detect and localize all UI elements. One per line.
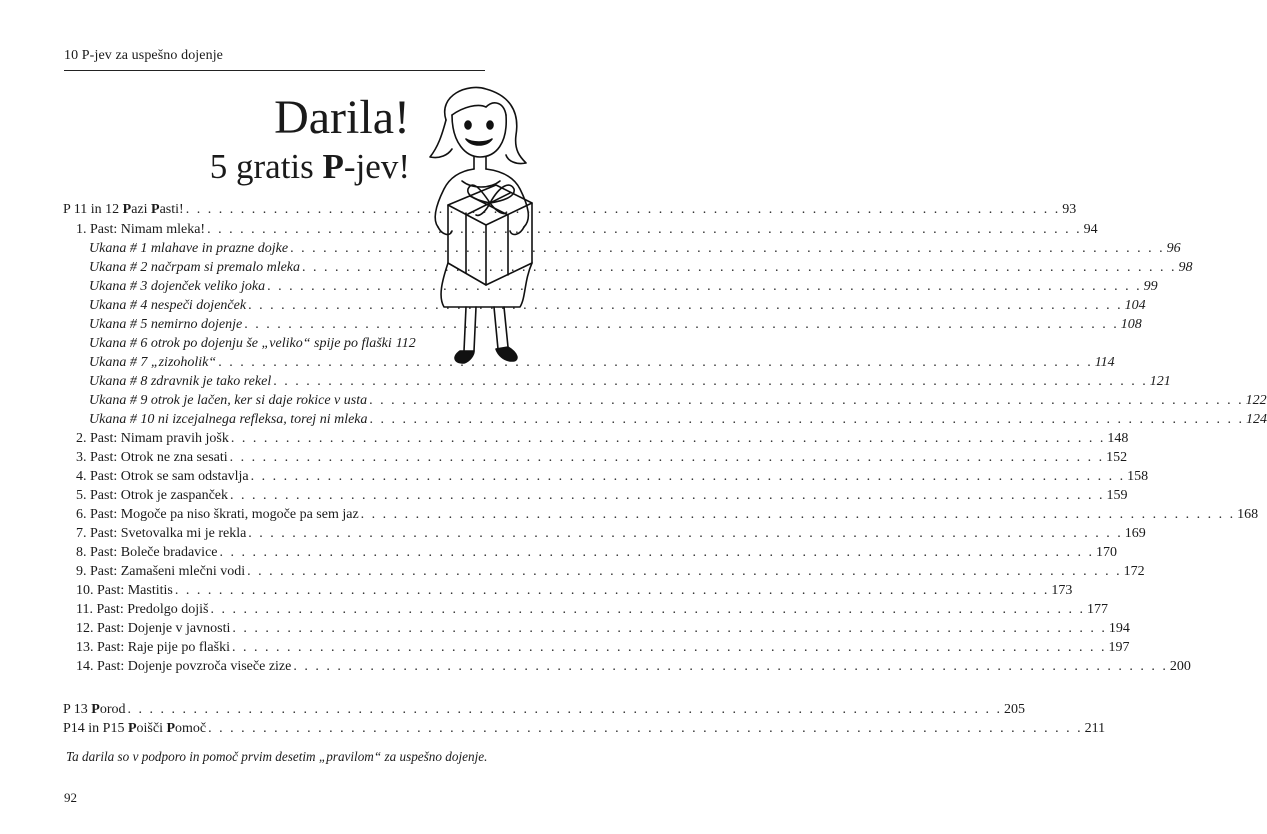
toc-row-ukana <box>89 334 416 353</box>
toc-label: Ukana # 7 „zizoholik“ <box>89 355 217 370</box>
toc-row-past-1 <box>76 220 1098 239</box>
toc-row-past <box>76 619 1130 638</box>
toc-page-number: 98 <box>1178 260 1193 275</box>
toc-row-past <box>76 429 1129 448</box>
toc-row-past <box>76 638 1130 657</box>
toc-label: Ukana # 5 nemirno dojenje <box>89 317 243 332</box>
dot-leader: . . . . . . . . . . . . . . . . . . . . . . . . . . . . . . . . . . . . . . . . . . . . . . . . . . . . . . . . . . . . . . . . . . . . . . . . . . . . . . . . <box>210 602 1085 617</box>
toc-row-past <box>76 505 1259 524</box>
toc-label: 9. Past: Zamašeni mlečni vodi <box>76 564 246 579</box>
toc-row-section-p11-12 <box>63 200 1077 219</box>
footnote: Ta darila so v podporo in pomoč prvim desetim „pravilom“ za uspešno dojenje. <box>66 749 488 764</box>
dot-leader: . . . . . . . . . . . . . . . . . . . . . . . . . . . . . . . . . . . . . . . . . . . . . . . . . . . . . . . . . . . . . . . . . . . . . . . . . . . . . . . . <box>174 583 1050 598</box>
toc-label: P14 in P15 Poišči Pomoč <box>63 721 207 736</box>
page-number: 92 <box>64 790 77 805</box>
toc-label: 10. Past: Mastitis <box>76 583 173 598</box>
dot-leader: . . . . . . . . . . . . . . . . . . . . . . . . . . . . . . . . . . . . . . . . . . . . . . . . . . . . . . . . . . . . . . . . . . . . . . . . . . . . . . . . <box>248 526 1123 541</box>
toc-page-number: 124 <box>1246 412 1267 427</box>
dot-leader: . . . . . . . . . . . . . . . . . . . . . . . . . . . . . . . . . . . . . . . . . . . . . . . . . . . . . . . . . . . . . . . . . . . . . . . . . . . . . . . . <box>247 564 1122 579</box>
toc-page-number: 122 <box>1245 393 1267 408</box>
dot-leader: . . . . . . . . . . . . . . . . . . . . . . . . . . . . . . . . . . . . . . . . . . . . . . . . . . . . . . . . . . . . . . . . . . . . . . . . . . . . . . . . <box>230 488 1105 503</box>
toc-row-ukana <box>89 410 1267 429</box>
subtitle-prefix: 5 gratis <box>209 147 323 186</box>
toc-label: 3. Past: Otrok ne zna sesati <box>76 450 228 465</box>
toc-row-past <box>76 657 1191 676</box>
toc-page-number: 148 <box>1107 431 1129 446</box>
toc-label: 13. Past: Raje pije po flaški <box>76 640 230 655</box>
toc-label: Ukana # 10 ni izcejalnega refleksa, torej ni mleka <box>89 412 368 427</box>
toc-label: 14. Past: Dojenje povzroča viseče zize <box>76 659 292 674</box>
toc-label: Ukana # 4 nespeči dojenček <box>89 298 247 313</box>
toc-row-ukana <box>89 277 1158 296</box>
dot-leader: . . . . . . . . . . . . . . . . . . . . . . . . . . . . . . . . . . . . . . . . . . . . . . . . . . . . . . . . . . . . . . . . . . . . . . . . . . . . . . . . <box>218 355 1093 370</box>
toc-page-number: 211 <box>1084 721 1106 736</box>
toc-label: 12. Past: Dojenje v javnosti <box>76 621 231 636</box>
toc-row-ukana <box>89 315 1142 334</box>
dot-leader: . . . . . . . . . . . . . . . . . . . . . . . . . . . . . . . . . . . . . . . . . . . . . . . . . . . . . . . . . . . . . . . . . . . . . . . . . . . . . . . . <box>219 545 1095 560</box>
toc-row-ukana <box>89 239 1181 258</box>
toc-page-number: 197 <box>1108 640 1130 655</box>
dot-leader: . . . . . . . . . . . . . . . . . . . . . . . . . . . . . . . . . . . . . . . . . . . . . . . . . . . . . . . . . . . . . . . . . . . . . . . . . . . . . . . . <box>369 412 1245 427</box>
toc-label: Ukana # 1 mlahave in prazne dojke <box>89 241 289 256</box>
dot-leader: . . . . . . . . . . . . . . . . . . . . . . . . . . . . . . . . . . . . . . . . . . . . . . . . . . . . . . . . . . . . . . . . . . . . . . . . . . . . . . . . <box>273 374 1148 389</box>
toc-page-number: 94 <box>1083 222 1098 237</box>
toc-page-number: 172 <box>1123 564 1145 579</box>
toc-row-past <box>76 467 1149 486</box>
toc-row-ukana <box>89 391 1267 410</box>
subtitle-suffix: -jev! <box>343 147 410 186</box>
toc-row-ukana <box>89 258 1193 277</box>
dot-leader: . . . . . . . . . . . . . . . . . . . . . . . . . . . . . . . . . . . . . . . . . . . . . . . . . . . . . . . . . . . . . . . . . . . . . . . . . . . . . . . . <box>302 260 1177 275</box>
toc-row-past <box>76 524 1146 543</box>
dot-leader: . . . . . . . . . . . . . . . . . . . . . . . . . . . . . . . . . . . . . . . . . . . . . . . . . . . . . . . . . . . . . . . . . . . . . . . . . . . . . . . . <box>232 621 1107 636</box>
dot-leader: . . . . . . . . . . . . . . . . . . . . . . . . . . . . . . . . . . . . . . . . . . . . . . . . . . . . . . . . . . . . . . . . . . . . . . . . . . . . . . . . <box>185 202 1061 217</box>
toc-page-number: 114 <box>1094 355 1115 370</box>
dot-leader: . . . . . . . . . . . . . . . . . . . . . . . . . . . . . . . . . . . . . . . . . . . . . . . . . . . . . . . . . . . . . . . . . . . . . . . . . . . . . . . . <box>250 469 1126 484</box>
dot-leader: . . . . . . . . . . . . . . . . . . . . . . . . . . . . . . . . . . . . . . . . . . . . . . . . . . . . . . . . . . . . . . . . . . . . . . . . . . . . . . . . <box>360 507 1236 522</box>
toc-label: 4. Past: Otrok se sam odstavlja <box>76 469 249 484</box>
toc-row-past <box>76 486 1128 505</box>
toc-page-number: 158 <box>1127 469 1149 484</box>
dot-leader: . . . . . . . . . . . . . . . . . . . . . . . . . . . . . . . . . . . . . . . . . . . . . . . . . . . . . . . . . . . . . . . . . . . . . . . . . . . . . . . . <box>207 222 1082 237</box>
toc-label: Ukana # 9 otrok je lačen, ker si daje rokice v usta <box>89 393 368 408</box>
toc-label: 6. Past: Mogoče pa niso škrati, mogoče pa sem jaz <box>76 507 359 522</box>
toc-page-number: 170 <box>1096 545 1118 560</box>
toc-page-number: 169 <box>1124 526 1146 541</box>
toc-page-number: 194 <box>1108 621 1130 636</box>
subtitle-bold-p: P <box>322 147 344 186</box>
dot-leader: . . . . . . . . . . . . . . . . . . . . . . . . . . . . . . . . . . . . . . . . . . . . . . . . . . . . . . . . . . . . . . . . . . . . . . . . . . . . . . . . <box>229 450 1105 465</box>
toc-page-number: 177 <box>1087 602 1108 617</box>
toc-row-ukana <box>89 296 1146 315</box>
header-rule <box>64 70 485 71</box>
toc-label: Ukana # 8 zdravnik je tako rekel <box>89 374 272 389</box>
toc-row-past <box>76 600 1108 619</box>
toc-label: P 13 Porod <box>63 702 126 717</box>
toc-page-number: 93 <box>1062 202 1077 217</box>
toc-page-number: 168 <box>1237 507 1259 522</box>
toc-row-past <box>76 448 1128 467</box>
dot-leader: . . . . . . . . . . . . . . . . . . . . . . . . . . . . . . . . . . . . . . . . . . . . . . . . . . . . . . . . . . . . . . . . . . . . . . . . . . . . . . . . <box>231 640 1107 655</box>
dot-leader: . . . . . . . . . . . . . . . . . . . . . . . . . . . . . . . . . . . . . . . . . . . . . . . . . . . . . . . . . . . . . . . . . . . . . . . . . . . . . . . . <box>293 659 1168 674</box>
toc-page-number: 104 <box>1124 298 1146 313</box>
toc-label: 7. Past: Svetovalka mi je rekla <box>76 526 247 541</box>
dot-leader: . . . . . . . . . . . . . . . . . . . . . . . . . . . . . . . . . . . . . . . . . . . . . . . . . . . . . . . . . . . . . . . . . . . . . . . . . . . . . . . . <box>369 393 1244 408</box>
dot-leader: . . . . . . . . . . . . . . . . . . . . . . . . . . . . . . . . . . . . . . . . . . . . . . . . . . . . . . . . . . . . . . . . . . . . . . . . . . . . . . . . <box>208 721 1083 736</box>
toc-row-ukana <box>89 372 1171 391</box>
toc-label: P 11 in 12 Pazi Pasti! <box>63 202 184 217</box>
toc-label: 5. Past: Otrok je zaspanček <box>76 488 229 503</box>
toc-page-number: 108 <box>1120 317 1142 332</box>
toc-row-past <box>76 543 1118 562</box>
toc-label: Ukana # 3 dojenček veliko joka <box>89 279 266 294</box>
dot-leader: . . . . . . . . . . . . . . . . . . . . . . . . . . . . . . . . . . . . . . . . . . . . . . . . . . . . . . . . . . . . . . . . . . . . . . . . . . . . . . . . <box>244 317 1119 332</box>
dot-leader: . . . . . . . . . . . . . . . . . . . . . . . . . . . . . . . . . . . . . . . . . . . . . . . . . . . . . . . . . . . . . . . . . . . . . . . . . . . . . . . . <box>248 298 1123 313</box>
dot-leader: . . . . . . . . . . . . . . . . . . . . . . . . . . . . . . . . . . . . . . . . . . . . . . . . . . . . . . . . . . . . . . . . . . . . . . . . . . . . . . . . <box>127 702 1003 717</box>
toc-page-number: 99 <box>1143 279 1158 294</box>
dot-leader: . . . . . . . . . . . . . . . . . . . . . . . . . . . . . . . . . . . . . . . . . . . . . . . . . . . . . . . . . . . . . . . . . . . . . . . . . . . . . . . . <box>290 241 1165 256</box>
toc-label: 8. Past: Boleče bradavice <box>76 545 218 560</box>
toc-page-number: 121 <box>1149 374 1171 389</box>
toc-page-number: 112 <box>395 336 416 351</box>
toc-label: Ukana # 6 otrok po dojenju še „veliko“ spije po flaški <box>89 336 392 351</box>
toc-page-number: 173 <box>1051 583 1073 598</box>
dot-leader: . . . . . . . . . . . . . . . . . . . . . . . . . . . . . . . . . . . . . . . . . . . . . . . . . . . . . . . . . . . . . . . . . . . . . . . . . . . . . . . . <box>230 431 1106 446</box>
toc-label: 1. Past: Nimam mleka! <box>76 222 206 237</box>
toc-label: 11. Past: Predolgo dojiš <box>76 602 209 617</box>
toc-row-past <box>76 562 1145 581</box>
dot-leader: . . . . . . . . . . . . . . . . . . . . . . . . . . . . . . . . . . . . . . . . . . . . . . . . . . . . . . . . . . . . . . . . . . . . . . . . . . . . . . . . <box>267 279 1142 294</box>
toc-row-section-p14-15 <box>63 719 1106 738</box>
toc-page-number: 152 <box>1106 450 1128 465</box>
toc-row-ukana <box>89 353 1115 372</box>
toc-page-number: 205 <box>1004 702 1026 717</box>
toc-row-section-p13 <box>63 700 1026 719</box>
page-title: Darila! <box>274 91 410 144</box>
toc-label: 2. Past: Nimam pravih jošk <box>76 431 229 446</box>
toc-page-number: 96 <box>1166 241 1181 256</box>
toc-page-number: 159 <box>1106 488 1128 503</box>
toc-row-past <box>76 581 1073 600</box>
toc-page-number: 200 <box>1169 659 1191 674</box>
toc-label: Ukana # 2 načrpam si premalo mleka <box>89 260 301 275</box>
page-subtitle <box>210 146 410 188</box>
running-head: 10 P-jev za uspešno dojenje <box>64 48 223 63</box>
